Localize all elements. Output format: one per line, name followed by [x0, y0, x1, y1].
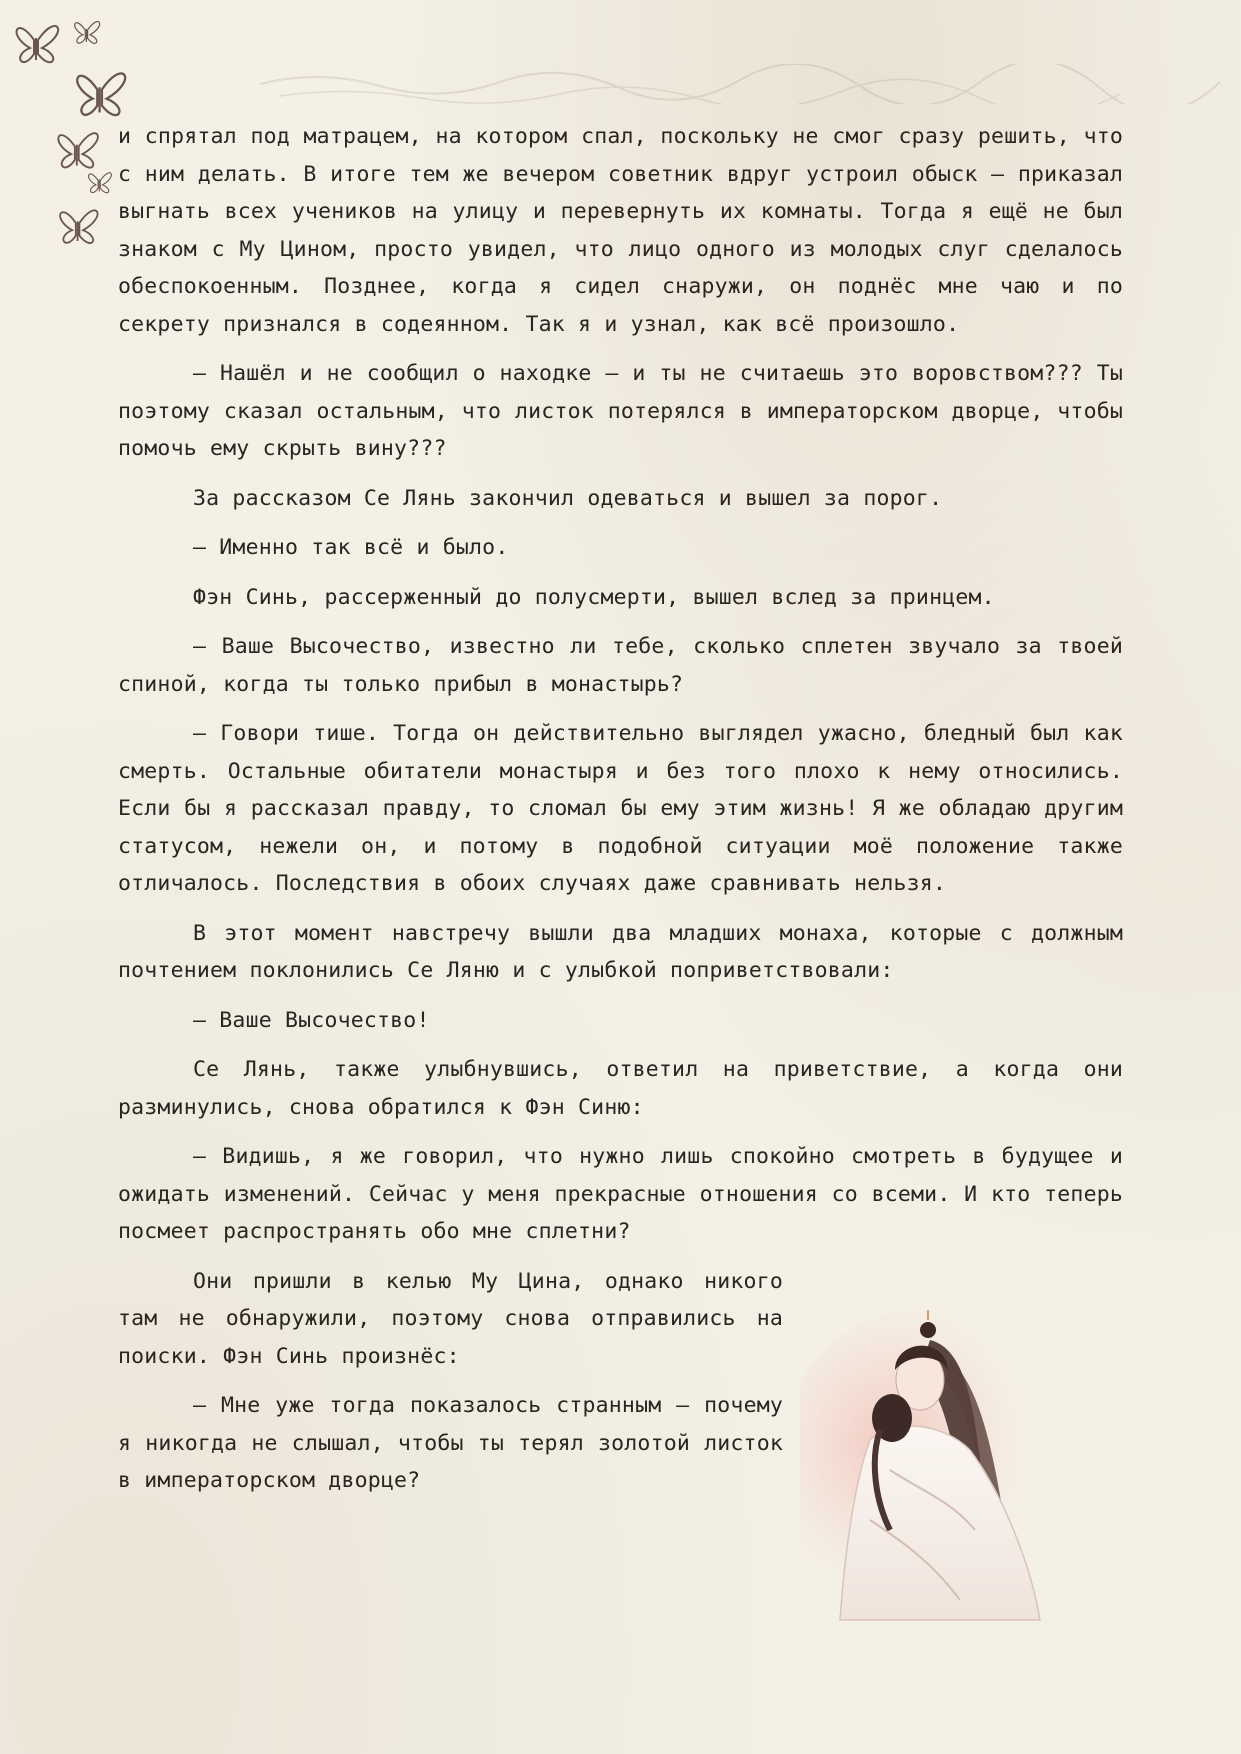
faint-background-script	[260, 64, 1220, 104]
paragraph: — Ваше Высочество!	[193, 1007, 430, 1033]
paragraph: В этот момент навстречу вышли два младших монаха, которые с должным почтением поклонились Се Ляню и с улыбкой поприветствовали:	[118, 920, 1123, 983]
butterfly-icon	[89, 173, 112, 193]
butterfly-icon	[58, 133, 98, 167]
paragraph: — Мне уже тогда показалось странным — почему я никогда не слышал, чтобы ты терял золотой листок в императорском дворце?	[118, 1393, 783, 1493]
paragraph: — Говори тише. Тогда он действительно выглядел ужасно, бледный был как смерть. Остальные обитатели монастыря и без того плохо к нему относились. Если бы я рассказал правду, то сломал бы ему этим жизнь! Я же обладаю другим статусом, нежели он, и потому в подобной ситуации моё положение также отличалось. Последствия в обоих случаях даже сравнивать нельзя.	[118, 721, 1123, 896]
paragraph: — Нашёл и не сообщил о находке — и ты не считаешь это воровством??? Ты поэтому сказал остальным, что листок потерялся в императорском дворце, чтобы помочь ему скрыть вину???	[118, 361, 1123, 461]
butterfly-icon	[60, 210, 97, 243]
illustration-embracing-figures	[800, 1300, 1100, 1630]
paragraph: За рассказом Се Лянь закончил одеваться и вышел за порог.	[193, 485, 943, 511]
butterfly-icon	[75, 22, 100, 44]
paragraph: и спрятал под матрацем, на котором спал, поскольку не смог сразу решить, что с ним делать. В итоге тем же вечером советник вдруг устроил обыск — приказал выгнать всех учеников на улицу и перевернуть их комнаты. Тогда я ещё не был знаком с Му Цином, просто увидел, что лицо одного из молодых слуг сделалось обеспокоенным. Позднее, когда я сидел снаружи, он поднёс мне чаю и по секрету признался в содеянном. Так я и узнал, как всё произошло.	[118, 124, 1123, 337]
paragraph: Се Лянь, также улыбнувшись, ответил на приветствие, а когда они разминулись, снова обратился к Фэн Синю:	[118, 1057, 1123, 1120]
paragraph: — Ваше Высочество, известно ли тебе, сколько сплетен звучало за твоей спиной, когда ты только прибыл в монастырь?	[118, 634, 1123, 697]
paragraph: Они пришли в келью Му Цина, однако никого там не обнаружили, поэтому снова отправились на поиски. Фэн Синь произнёс:	[118, 1268, 783, 1369]
paragraph: Фэн Синь, рассерженный до полусмерти, вышел вслед за принцем.	[193, 584, 995, 610]
butterfly-icon	[17, 26, 59, 62]
paragraph: — Видишь, я же говорил, что нужно лишь спокойно смотреть в будущее и ожидать изменений. Сейчас у меня прекрасные отношения со всеми. И кто теперь посмеет распространять обо мне сплетни?	[118, 1144, 1123, 1244]
paragraph: — Именно так всё и было.	[193, 535, 509, 560]
butterfly-icon	[77, 73, 125, 115]
